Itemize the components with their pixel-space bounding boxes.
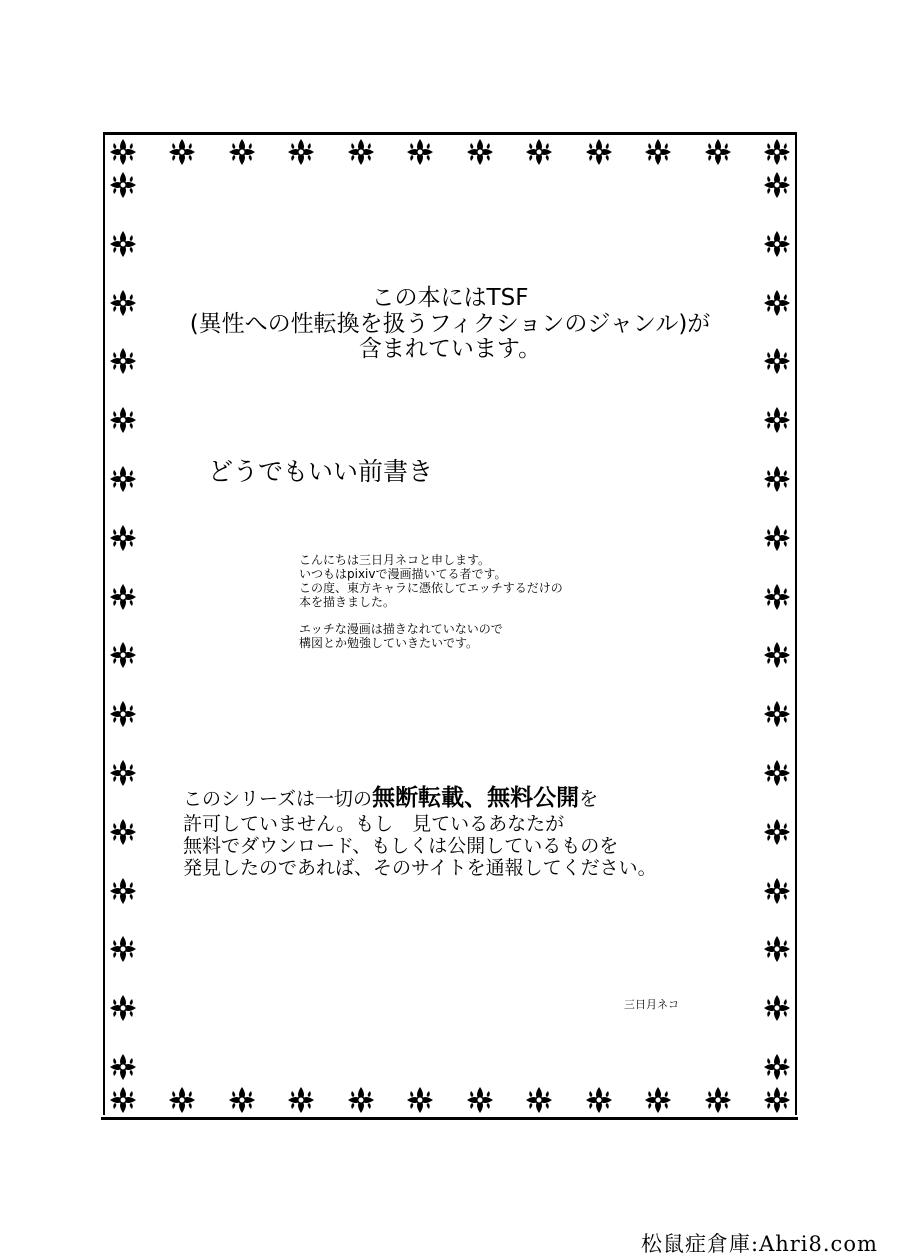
baroque-scroll-ornament-icon <box>762 699 792 729</box>
frame-top-line <box>103 132 797 135</box>
baroque-scroll-ornament-icon <box>108 229 138 259</box>
baroque-scroll-ornament-icon <box>762 758 792 788</box>
warning-line-1 <box>183 786 598 811</box>
watermark: 松鼠症倉庫:Ahri8.com <box>641 1232 878 1256</box>
baroque-scroll-ornament-icon <box>108 137 138 167</box>
body-line-3: この度、東方キャラに憑依してエッチするだけの <box>299 581 563 595</box>
body-line-5: エッチな漫画は描きなれていないので <box>299 622 503 636</box>
baroque-scroll-ornament-icon <box>762 405 792 435</box>
baroque-scroll-ornament-icon <box>346 137 376 167</box>
baroque-scroll-ornament-icon <box>762 1085 792 1115</box>
ornament-row-bottom <box>108 1085 792 1115</box>
baroque-scroll-ornament-icon <box>108 523 138 553</box>
baroque-scroll-ornament-icon <box>346 1085 376 1115</box>
baroque-scroll-ornament-icon <box>286 1085 316 1115</box>
warning-line-4: 発見したのであれば、そのサイトを通報してください。 <box>183 857 657 879</box>
baroque-scroll-ornament-icon <box>762 934 792 964</box>
baroque-scroll-ornament-icon <box>762 1052 792 1082</box>
baroque-scroll-ornament-icon <box>108 934 138 964</box>
warning-emphasis: 無断転載、無料公開 <box>372 785 580 811</box>
baroque-scroll-ornament-icon <box>703 137 733 167</box>
baroque-scroll-ornament-icon <box>286 137 316 167</box>
ornament-row-top <box>108 137 792 167</box>
baroque-scroll-ornament-icon <box>108 758 138 788</box>
baroque-scroll-ornament-icon <box>108 170 138 200</box>
body-line-6: 構図とか勉強していきたいです。 <box>299 636 479 650</box>
baroque-scroll-ornament-icon <box>108 582 138 612</box>
baroque-scroll-ornament-icon <box>584 137 614 167</box>
baroque-scroll-ornament-icon <box>108 876 138 906</box>
tsf-notice-line-3: 含まれています。 <box>358 336 542 362</box>
baroque-scroll-ornament-icon <box>524 137 554 167</box>
baroque-scroll-ornament-icon <box>762 464 792 494</box>
baroque-scroll-ornament-icon <box>108 699 138 729</box>
tsf-notice-line-2: (異性への性転換を扱うフィクションのジャンル)が <box>189 311 711 337</box>
baroque-scroll-ornament-icon <box>227 1085 257 1115</box>
baroque-scroll-ornament-icon <box>405 137 435 167</box>
foreword-heading: どうでもいい前書き <box>208 457 434 486</box>
baroque-scroll-ornament-icon <box>643 1085 673 1115</box>
baroque-scroll-ornament-icon <box>167 1085 197 1115</box>
baroque-scroll-ornament-icon <box>108 405 138 435</box>
baroque-scroll-ornament-icon <box>465 1085 495 1115</box>
baroque-scroll-ornament-icon <box>762 993 792 1023</box>
baroque-scroll-ornament-icon <box>762 876 792 906</box>
warning-line-2: 許可していません。もし 見ているあなたが <box>183 813 565 835</box>
baroque-scroll-ornament-icon <box>108 464 138 494</box>
baroque-scroll-ornament-icon <box>108 993 138 1023</box>
baroque-scroll-ornament-icon <box>465 137 495 167</box>
baroque-scroll-ornament-icon <box>524 1085 554 1115</box>
baroque-scroll-ornament-icon <box>762 523 792 553</box>
warning-line-3: 無料でダウンロード、もしくは公開しているものを <box>183 835 619 857</box>
baroque-scroll-ornament-icon <box>405 1085 435 1115</box>
baroque-scroll-ornament-icon <box>762 170 792 200</box>
baroque-scroll-ornament-icon <box>584 1085 614 1115</box>
frame-left-line <box>103 135 105 1115</box>
baroque-scroll-ornament-icon <box>108 1085 138 1115</box>
baroque-scroll-ornament-icon <box>227 137 257 167</box>
baroque-scroll-ornament-icon <box>167 137 197 167</box>
body-line-4: 本を描きました。 <box>299 595 396 609</box>
baroque-scroll-ornament-icon <box>762 582 792 612</box>
baroque-scroll-ornament-icon <box>108 1052 138 1082</box>
body-line-2: いつもはpixivで漫画描いてる者です。 <box>299 567 507 581</box>
baroque-scroll-ornament-icon <box>108 640 138 670</box>
warning-line-1-suffix: を <box>579 788 599 810</box>
baroque-scroll-ornament-icon <box>762 229 792 259</box>
author-signature: 三日月ネコ <box>624 998 679 1011</box>
frame-right-line <box>795 135 797 1115</box>
body-line-1: こんにちは三日月ネコと申します。 <box>299 553 491 567</box>
baroque-scroll-ornament-icon <box>762 817 792 847</box>
warning-line-1-prefix: このシリーズは一切の <box>183 788 373 810</box>
baroque-scroll-ornament-icon <box>108 817 138 847</box>
frame-bottom-line <box>101 1117 798 1120</box>
baroque-scroll-ornament-icon <box>703 1085 733 1115</box>
baroque-scroll-ornament-icon <box>762 137 792 167</box>
tsf-notice-line-1: この本にはTSF <box>371 285 529 311</box>
baroque-scroll-ornament-icon <box>643 137 673 167</box>
baroque-scroll-ornament-icon <box>762 640 792 670</box>
